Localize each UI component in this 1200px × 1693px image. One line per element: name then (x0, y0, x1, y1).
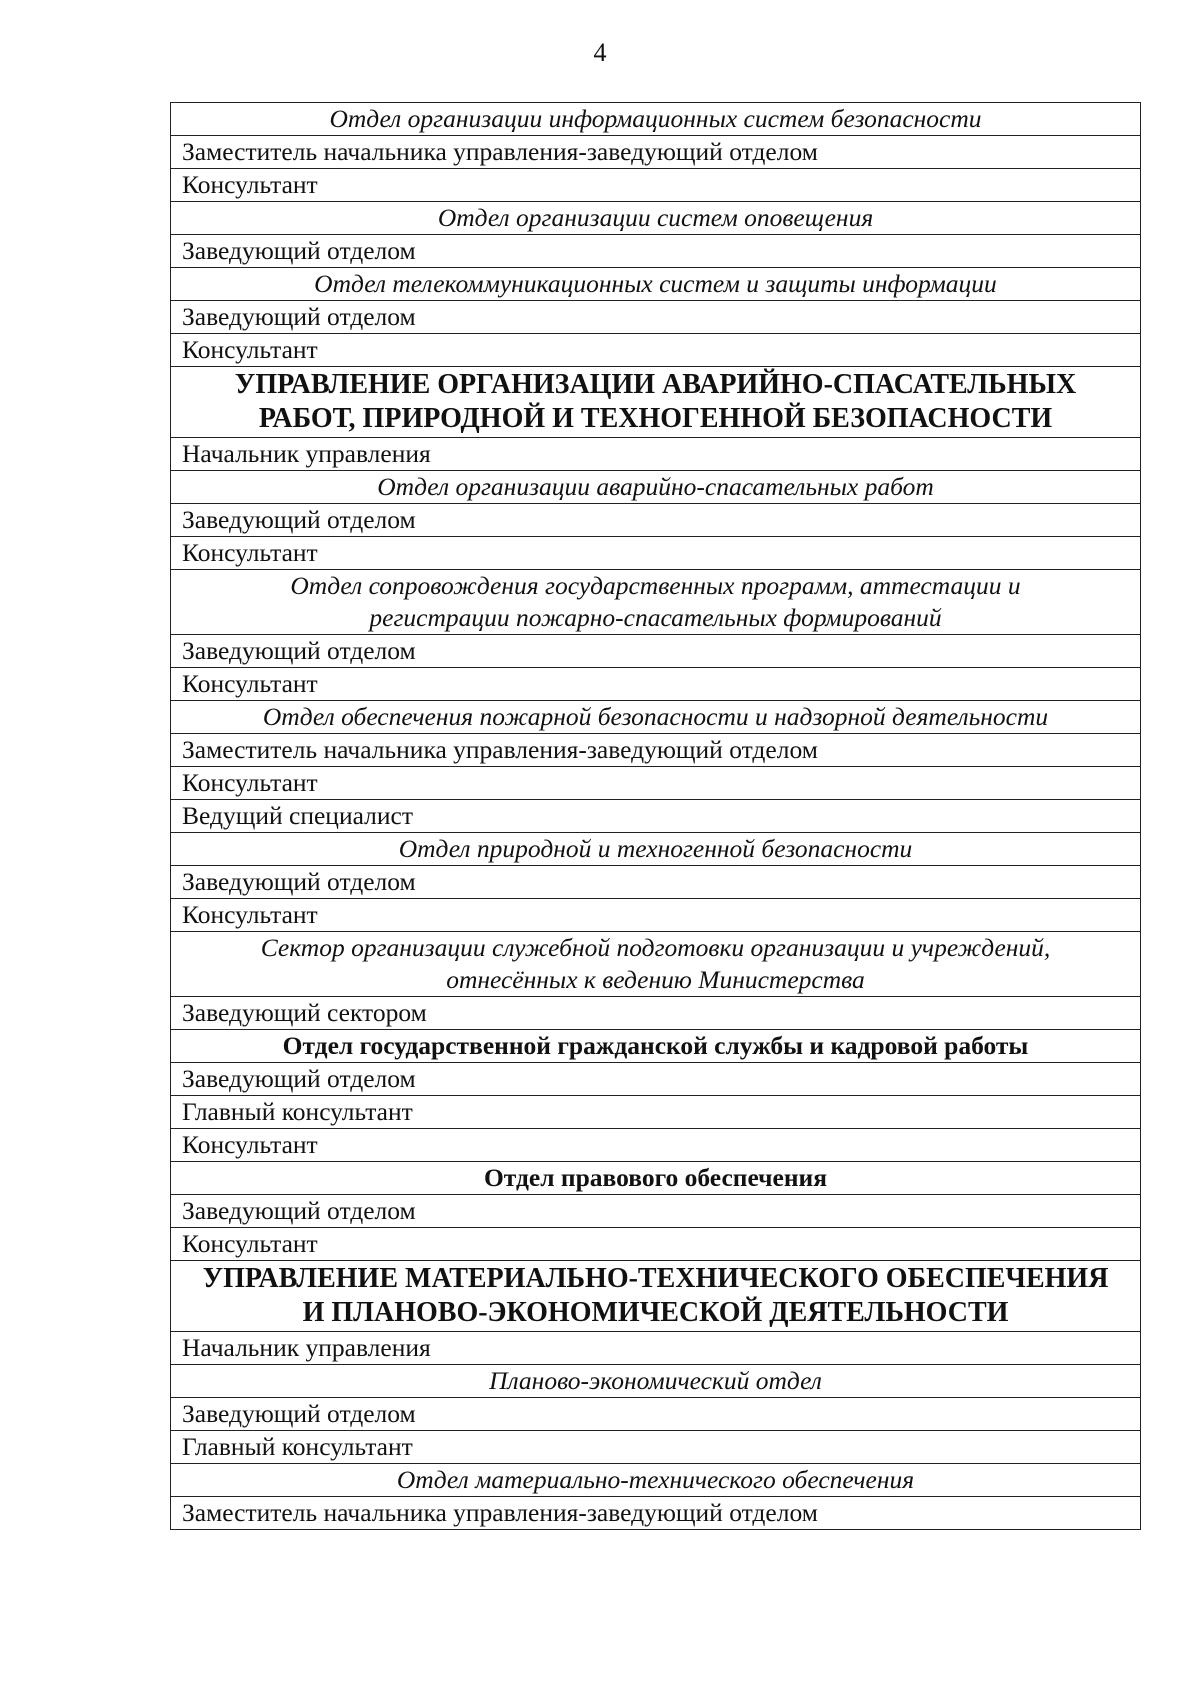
cell-text-line: Консультант (182, 538, 318, 567)
position-row (171, 301, 1141, 334)
table-row (171, 800, 1141, 833)
cell-text-line: Начальник управления (182, 1333, 431, 1362)
cell-text-line: Заведующий отделом (182, 1064, 416, 1093)
cell-text-line: РАБОТ, ПРИРОДНОЙ И ТЕХНОГЕННОЙ БЕЗОПАСНОСТИ (258, 403, 1053, 434)
table-row (171, 1464, 1141, 1497)
cell-text-line: Отдел материально-технического обеспечения (396, 1465, 915, 1494)
position-row (171, 1228, 1141, 1261)
directorate-heading-row (171, 367, 1141, 438)
cell-text-line: И ПЛАНОВО-ЭКОНОМИЧЕСКОЙ ДЕЯТЕЛЬНОСТИ (302, 1297, 1009, 1328)
cell-text-line: Планово-экономический отдел (489, 1366, 822, 1395)
cell-text-line: УПРАВЛЕНИЕ МАТЕРИАЛЬНО-ТЕХНИЧЕСКОГО ОБЕСПЕЧЕНИЯ (202, 1263, 1109, 1294)
table-row (171, 997, 1141, 1030)
position-row (171, 635, 1141, 668)
department-heading-bold-row (171, 1162, 1141, 1195)
table-row (171, 701, 1141, 734)
department-heading-row (171, 103, 1141, 136)
department-heading-row (171, 1365, 1141, 1398)
cell-text-line: Отдел организации аварийно-спасательных работ (377, 472, 934, 501)
cell-text-line: Заведующий отделом (182, 1196, 416, 1225)
position-row (171, 136, 1141, 169)
cell-text-line: Заведующий отделом (182, 867, 416, 896)
department-heading-bold-row (171, 1030, 1141, 1063)
position-row (171, 169, 1141, 202)
cell-text-line: Отдел государственной гражданской службы и кадровой работы (282, 1031, 1029, 1060)
cell-text-line: Главный консультант (182, 1432, 413, 1461)
table-row (171, 1398, 1141, 1431)
cell-text-line: Заместитель начальника управления-заведующий отделом (182, 735, 818, 764)
position-row (171, 504, 1141, 537)
cell-text-line: Заведующий отделом (182, 636, 416, 665)
cell-text-line: Сектор организации служебной подготовки организации и учреждений, (260, 933, 1051, 962)
cell-text-line: Отдел обеспечения пожарной безопасности и надзорной деятельности (262, 702, 1049, 731)
cell-text-line: Отдел телекоммуникационных систем и защиты информации (314, 269, 997, 298)
cell-text-line: Отдел организации информационных систем безопасности (329, 104, 982, 133)
department-heading-row (171, 202, 1141, 235)
table-row (171, 537, 1141, 570)
table-row (171, 1497, 1141, 1530)
table-row (171, 1431, 1141, 1464)
position-row (171, 235, 1141, 268)
department-heading-row (171, 701, 1141, 734)
position-row (171, 1431, 1141, 1464)
cell-text-line: регистрации пожарно-спасательных формирований (369, 603, 942, 632)
table-row (171, 570, 1141, 635)
table-row (171, 471, 1141, 504)
table-row (171, 866, 1141, 899)
table-row (171, 833, 1141, 866)
cell-text-line: Консультант (182, 170, 318, 199)
table-row (171, 668, 1141, 701)
cell-text-line: Отдел правового обеспечения (483, 1163, 828, 1192)
position-row (171, 1063, 1141, 1096)
position-row (171, 438, 1141, 471)
table-row (171, 767, 1141, 800)
cell-text-line: УПРАВЛЕНИЕ ОРГАНИЗАЦИИ АВАРИЙНО-СПАСАТЕЛЬНЫХ (234, 369, 1077, 400)
position-row (171, 997, 1141, 1030)
cell-text-line: Главный консультант (182, 1097, 413, 1126)
table-row (171, 103, 1141, 136)
table-row (171, 1195, 1141, 1228)
position-row (171, 899, 1141, 932)
cell-text-line: Консультант (182, 669, 318, 698)
position-row (171, 334, 1141, 367)
cell-text-line: Консультант (182, 335, 318, 364)
position-row (171, 1195, 1141, 1228)
department-heading-row (171, 471, 1141, 504)
table-row (171, 268, 1141, 301)
position-row (171, 537, 1141, 570)
position-row (171, 866, 1141, 899)
cell-text-line: Заместитель начальника управления-заведующий отделом (182, 137, 818, 166)
staff-structure-table (170, 102, 1141, 1530)
cell-text-line: Заведующий отделом (182, 505, 416, 534)
table-row (171, 136, 1141, 169)
cell-text-line: отнесённых к ведению Министерства (446, 965, 865, 994)
cell-text-line: Заведующий отделом (182, 1399, 416, 1428)
cell-text-line: Консультант (182, 1130, 318, 1159)
position-row (171, 1096, 1141, 1129)
table-row (171, 202, 1141, 235)
position-row (171, 1398, 1141, 1431)
position-row (171, 1332, 1141, 1365)
cell-text-line: Заведующий отделом (182, 236, 416, 265)
table-row (171, 504, 1141, 537)
department-heading-row (171, 932, 1141, 997)
table-row (171, 1162, 1141, 1195)
cell-text-line: Консультант (182, 1229, 318, 1258)
position-row (171, 800, 1141, 833)
position-row (171, 668, 1141, 701)
cell-text-line: Заведующий сектором (182, 998, 427, 1027)
department-heading-row (171, 833, 1141, 866)
table-row (171, 1261, 1141, 1332)
position-row (171, 1497, 1141, 1530)
cell-text-line: Отдел сопровождения государственных программ, аттестации и (290, 571, 1021, 600)
table-row (171, 1365, 1141, 1398)
table-body (171, 103, 1141, 1530)
directorate-heading-row (171, 1261, 1141, 1332)
department-heading-row (171, 268, 1141, 301)
cell-text-line: Консультант (182, 900, 318, 929)
cell-text-line: Ведущий специалист (182, 801, 413, 830)
cell-text-line: Заместитель начальника управления-заведующий отделом (182, 1498, 818, 1527)
table-row (171, 1030, 1141, 1063)
table-row (171, 932, 1141, 997)
cell-text-line: Отдел организации систем оповещения (437, 203, 874, 232)
position-row (171, 734, 1141, 767)
table-row (171, 235, 1141, 268)
page-number: 4 (593, 38, 607, 67)
table-row (171, 169, 1141, 202)
table-row (171, 334, 1141, 367)
cell-text-line: Консультант (182, 768, 318, 797)
table-row (171, 438, 1141, 471)
table-row (171, 1332, 1141, 1365)
table-row (171, 1096, 1141, 1129)
position-row (171, 767, 1141, 800)
table-row (171, 301, 1141, 334)
table-row (171, 1228, 1141, 1261)
cell-text-line: Начальник управления (182, 439, 431, 468)
department-heading-row (171, 1464, 1141, 1497)
cell-text-line: Заведующий отделом (182, 302, 416, 331)
department-heading-row (171, 570, 1141, 635)
table-row (171, 734, 1141, 767)
table-row (171, 367, 1141, 438)
position-row (171, 1129, 1141, 1162)
table-row (171, 899, 1141, 932)
table-row (171, 1129, 1141, 1162)
table-row (171, 635, 1141, 668)
table-row (171, 1063, 1141, 1096)
cell-text-line: Отдел природной и техногенной безопасности (398, 834, 913, 863)
